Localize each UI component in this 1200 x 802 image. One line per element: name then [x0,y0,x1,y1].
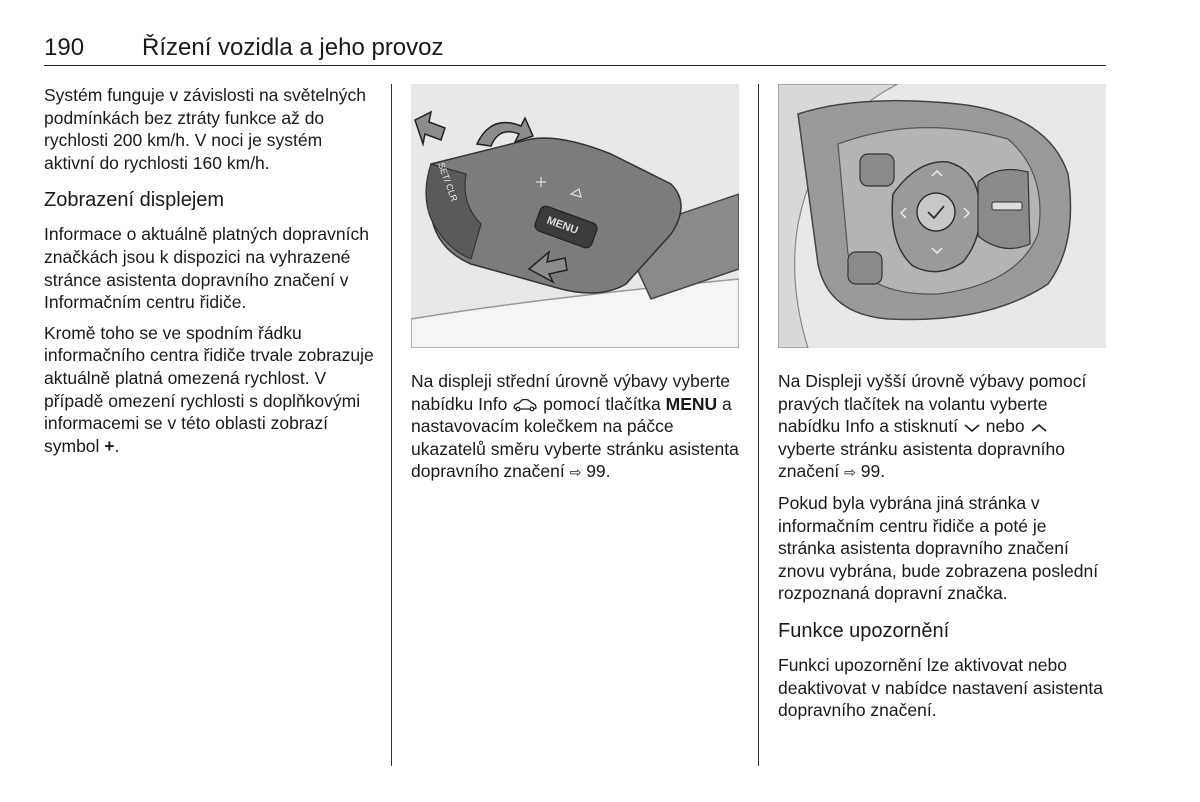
paragraph-high-display-c: nebo [980,416,1030,437]
ok-button [917,193,955,231]
page-ref-arrow-icon: ⇨ [569,464,582,481]
paragraph-high-display-d: vyberte stránku asistenta dopravního značení [778,438,1065,482]
paragraph-high-display [778,370,1108,484]
paragraph-mid-display [411,370,741,484]
column-divider [391,84,392,766]
menu-label: MENU [545,214,580,237]
column-right [778,84,1108,730]
page-ref-number: 99. [855,461,886,482]
paragraph-light-conditions: Systém funguje v závislosti na světelných podmínkách bez ztráty funkce až do rychlosti 200 km/h. V noci je systém aktivní do rychlosti 160 km/h. [44,85,366,173]
paragraph-last-sign: Pokud byla vybrána jiná stránka v informačním centru řidiče a poté je stránka asistenta dopravního značení znovu vybrána, bude zobrazena poslední rozpoznaná dopravní značka. [778,492,1099,604]
figure-turn-signal-lever [411,84,739,348]
info-menu-label: Info [478,393,508,414]
info-menu-label: Info [845,416,875,437]
paragraph-speed-limit-text: Kromě toho se ve spodním řádku informačního centra řidiče trvale zobrazuje aktuálně platná omezená rychlost. V případě omezení rychlosti s doplňkovými informacemi se v této oblasti zobrazí symbol [44,322,374,456]
paragraph-high-display-b: a stisknutí [874,416,963,437]
page-number: 190 [44,34,85,61]
plus-symbol: + [104,435,115,456]
paragraph-mid-display-b: pomocí tlačítka [538,393,666,414]
paragraph-warning-function: Funkci upozornění lze aktivovat nebo deaktivovat v nabídce nastavení asistenta dopravního značení. [778,654,1103,721]
car-icon [512,398,538,412]
chevron-up-icon [1030,423,1048,433]
page-ref-arrow-icon: ⇨ [844,464,856,481]
paragraph-mid-display-c: a nastavovacím kolečkem na páčce ukazatelů směru vyberte stránku asistenta dopravního značení [411,393,739,482]
section-heading-warning: Funkce upozornění [778,619,950,642]
paragraph-high-display-a: Na Displeji vyšší úrovně výbavy pomocí pravých tlačítek na volantu vyberte nabídku [778,371,1087,437]
column-divider [758,84,759,766]
figure-steering-wheel-controls [778,84,1106,348]
chapter-title: Řízení vozidla a jeho provoz [142,34,444,61]
turn-signal-lever-illustration [411,84,739,348]
set-clr-label: SET/ CLR [436,161,460,203]
paragraph-mid-display-a: Na displeji střední úrovně výbavy vyberte nabídku [411,371,731,414]
page-header [44,34,1106,66]
steering-wheel-illustration [778,84,1106,348]
paragraph-info-page: Informace o aktuálně platných dopravních značkách jsou k dispozici na vyhrazené stránce asistenta dopravního značení v Informačním centru řidiče. [44,224,369,313]
paragraph-speed-limit [44,322,374,458]
section-heading-display: Zobrazení displejem [44,189,225,212]
menu-button-label: MENU [665,393,718,414]
chevron-down-icon [963,423,981,433]
column-left [44,84,374,465]
paragraph-end: . [114,435,120,456]
page-ref-number: 99. [581,461,611,482]
column-middle [411,84,741,492]
